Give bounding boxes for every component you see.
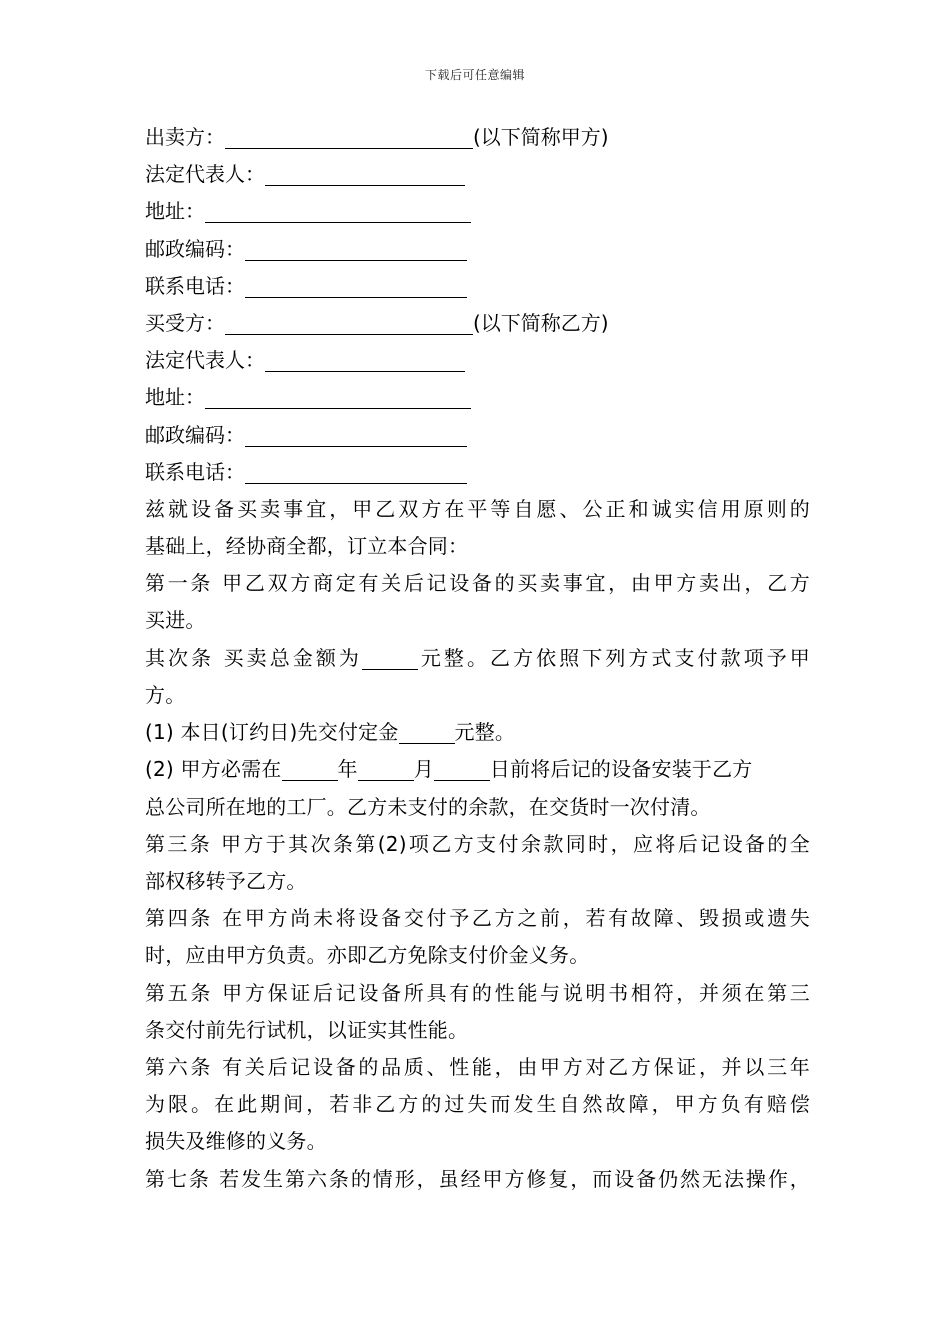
seller-postal-blank[interactable] xyxy=(245,236,467,261)
article-5-line-2: 条交付前先行试机，以证实其性能。 xyxy=(145,1017,469,1042)
day-blank[interactable] xyxy=(434,756,490,781)
buyer-name-blank[interactable] xyxy=(225,310,473,335)
item-1-line xyxy=(145,714,810,751)
article-4-line-2: 时，应由甲方负责。亦即乙方免除支付价金义务。 xyxy=(145,943,590,968)
seller-line xyxy=(145,119,810,156)
buyer-phone-line xyxy=(145,454,810,491)
seller-postal-label: 邮政编码： xyxy=(145,236,245,261)
seller-phone-line xyxy=(145,268,810,305)
article-4-line-1: 第四条 在甲方尚未将设备交付予乙方之前，若有故障、毁损或遗失 xyxy=(145,906,810,931)
header-note: 下载后可任意编辑 xyxy=(424,68,525,82)
article-1-line-2: 买进。 xyxy=(145,608,206,633)
seller-suffix: (以下简称甲方) xyxy=(473,125,609,149)
seller-addr-label: 地址： xyxy=(145,199,205,224)
article-2-text-b: 元整。乙方依照下列方式支付款项予甲 xyxy=(417,645,810,670)
item-2-text-b: 年 xyxy=(337,757,358,782)
article-6-line-2: 为限。在此期间，若非乙方的过失而发生自然故障，甲方负有赔偿 xyxy=(145,1092,810,1117)
seller-rep-line xyxy=(145,156,810,193)
intro-line-2: 基础上，经协商全都，订立本合同： xyxy=(145,534,469,559)
seller-phone-blank[interactable] xyxy=(245,273,467,298)
article-6-line-3: 损失及维修的义务。 xyxy=(145,1129,327,1154)
item-2-line-2: 总公司所在地的工厂。乙方未支付的余款，在交货时一次付清。 xyxy=(145,794,711,819)
seller-name-blank[interactable] xyxy=(225,124,473,149)
item-2-text-d: 日前将后记的设备安装于乙方 xyxy=(489,757,753,782)
item-1-text-b: 元整。 xyxy=(454,720,516,745)
article-6-line-1: 第六条 有关后记设备的品质、性能，由甲方对乙方保证，并以三年 xyxy=(145,1054,810,1079)
buyer-phone-blank[interactable] xyxy=(245,459,467,484)
buyer-phone-label: 联系电话： xyxy=(145,459,245,484)
seller-phone-label: 联系电话： xyxy=(145,273,245,298)
seller-addr-line xyxy=(145,193,810,230)
buyer-postal-label: 邮政编码： xyxy=(145,422,245,447)
article-2-line-1 xyxy=(145,640,810,677)
seller-rep-label: 法定代表人： xyxy=(145,162,265,187)
article-7-line-1: 第七条 若发生第六条的情形，虽经甲方修复，而设备仍然无法操作， xyxy=(145,1166,810,1191)
intro-line-1: 兹就设备买卖事宜，甲乙双方在平等自愿、公正和诚实信用原则的 xyxy=(145,496,810,521)
buyer-rep-blank[interactable] xyxy=(265,347,465,372)
year-blank[interactable] xyxy=(282,756,338,781)
deposit-amount-blank[interactable] xyxy=(399,719,455,744)
article-2-line-2: 方。 xyxy=(145,682,186,707)
buyer-postal-blank[interactable] xyxy=(245,422,467,447)
item-2-line-1 xyxy=(145,751,810,788)
buyer-postal-line xyxy=(145,417,810,454)
article-3-line-1: 第三条 甲方于其次条第(2)项乙方支付余款同时，应将后记设备的全 xyxy=(145,831,810,856)
article-2-text-a: 其次条 买卖总金额为 xyxy=(145,645,362,670)
month-blank[interactable] xyxy=(358,756,414,781)
seller-rep-blank[interactable] xyxy=(265,161,465,186)
article-3-line-2: 部权移转予乙方。 xyxy=(145,868,307,893)
seller-addr-blank[interactable] xyxy=(205,198,471,223)
item-1-text-a: (1) 本日(订约日)先交付定金 xyxy=(145,720,399,745)
buyer-addr-line xyxy=(145,379,810,416)
buyer-line xyxy=(145,305,810,342)
article-1-line-1: 第一条 甲乙双方商定有关后记设备的买卖事宜，由甲方卖出，乙方 xyxy=(145,571,810,596)
contract-content xyxy=(145,119,810,1198)
buyer-addr-label: 地址： xyxy=(145,385,205,410)
buyer-label: 买受方： xyxy=(145,310,225,335)
buyer-suffix: (以下简称乙方) xyxy=(473,310,609,335)
total-amount-blank[interactable] xyxy=(362,645,418,670)
buyer-addr-blank[interactable] xyxy=(205,384,471,409)
article-5-line-1: 第五条 甲方保证后记设备所具有的性能与说明书相符，并须在第三 xyxy=(145,980,810,1005)
seller-postal-line xyxy=(145,231,810,268)
seller-label: 出卖方： xyxy=(145,125,225,149)
item-2-text-c: 月 xyxy=(413,757,434,782)
item-2-text-a: (2) 甲方必需在 xyxy=(145,757,282,782)
buyer-rep-label: 法定代表人： xyxy=(145,348,265,373)
buyer-rep-line xyxy=(145,342,810,379)
